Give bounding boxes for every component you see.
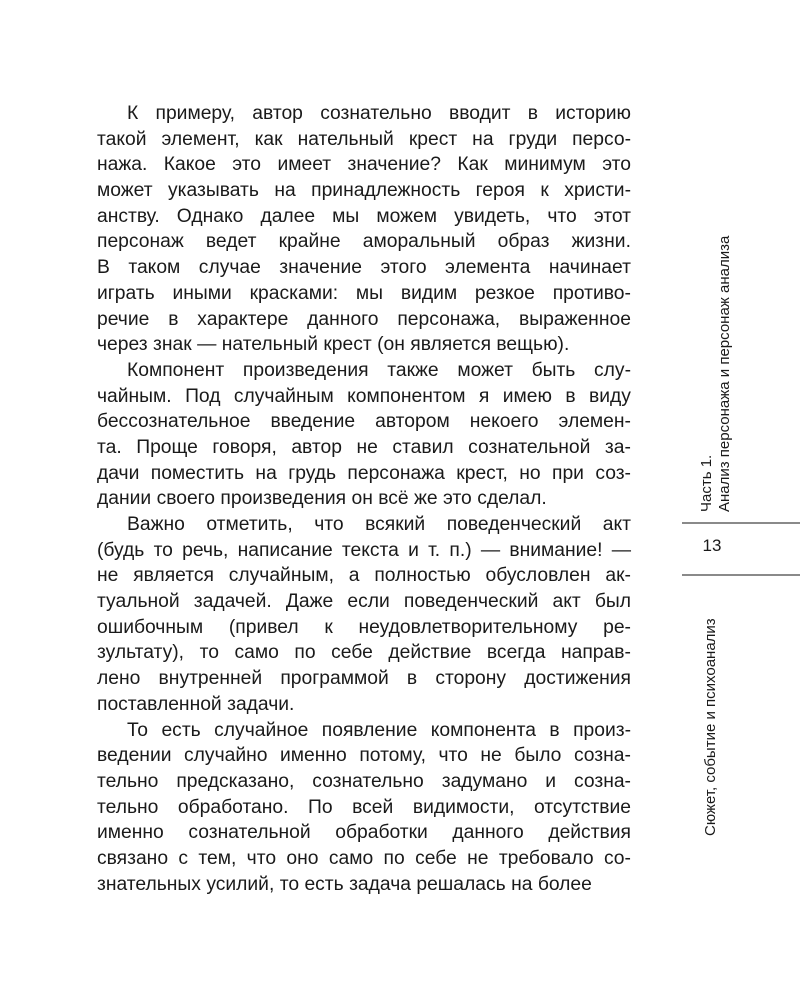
text-line: не является случайным, а полностью обусловлен ак- [97, 565, 631, 587]
body-text [97, 101, 631, 897]
text-line: бессознательное введение автором некоего элемен- [97, 411, 631, 433]
text-line: через знак — нательный крест (он является вещью). [97, 334, 570, 356]
text-line: В таком случае значение этого элемента начинает [97, 257, 631, 279]
text-line: Важно отметить, что всякий поведенческий акт [127, 514, 631, 535]
text-line: ошибочным (привел к неудовлетворительному ре- [97, 616, 631, 638]
text-line: может указывать на принадлежность героя к христи- [97, 180, 631, 202]
text-line: речие в характере данного персонажа, выраженное [97, 308, 631, 330]
text-line: анству. Однако далее мы можем увидеть, что этот [97, 205, 631, 227]
text-line: ведении случайно именно потому, что не было созна- [97, 745, 631, 767]
text-line: лено внутренней программой в сторону достижения [97, 668, 631, 690]
text-line: (будь то речь, написание текста и т. п.) — внимание! — [97, 539, 631, 561]
page-number: 13 [702, 536, 722, 555]
text-line: нажа. Какое это имеет значение? Как минимум это [97, 154, 631, 176]
text-line: та. Проще говоря, автор не ставил сознательной за- [97, 436, 631, 458]
text-line: дачи поместить на грудь персонажа крест, но при соз- [97, 462, 631, 484]
text-line: дании своего произведения он всё же это сделал. [97, 488, 547, 510]
text-line: именно сознательной обработки данного действия [97, 822, 631, 844]
text-line: связано с тем, что оно само по себе не требовало со- [97, 847, 631, 869]
chapter-title-label: Анализ персонажа и персонаж анализа [716, 235, 733, 512]
text-line: чайным. Под случайным компонентом я имею в виду [97, 385, 631, 407]
running-header-sidebar [682, 235, 800, 838]
chapter-part-label: Часть 1. [698, 454, 715, 512]
text-line: персонаж ведет крайне аморальный образ жизни. [97, 231, 631, 253]
text-line: К примеру, автор сознательно вводит в историю [127, 103, 631, 124]
sidebar-divider-bottom [682, 574, 800, 576]
book-title-label: Сюжет, событие и психоанализ [702, 618, 719, 836]
text-line: То есть случайное появление компонента в произ- [127, 719, 631, 741]
text-line: знательных усилий, то есть задача решалась на более [97, 873, 592, 895]
text-line: Компонент произведения также может быть слу- [127, 359, 631, 381]
text-line: туальной задачей. Даже если поведенческий акт был [97, 591, 631, 613]
text-line: такой элемент, как нательный крест на груди персо- [97, 128, 631, 150]
text-line: поставленной задачи. [97, 693, 295, 715]
text-line: тельно предсказано, сознательно задумано и созна- [97, 770, 631, 792]
text-line: зультату), то само по себе действие всегда направ- [97, 642, 631, 664]
text-line: тельно обработано. По всей видимости, отсутствие [97, 796, 631, 818]
text-line: играть иными красками: мы видим резкое противо- [97, 282, 631, 304]
sidebar-divider-top [682, 522, 800, 524]
